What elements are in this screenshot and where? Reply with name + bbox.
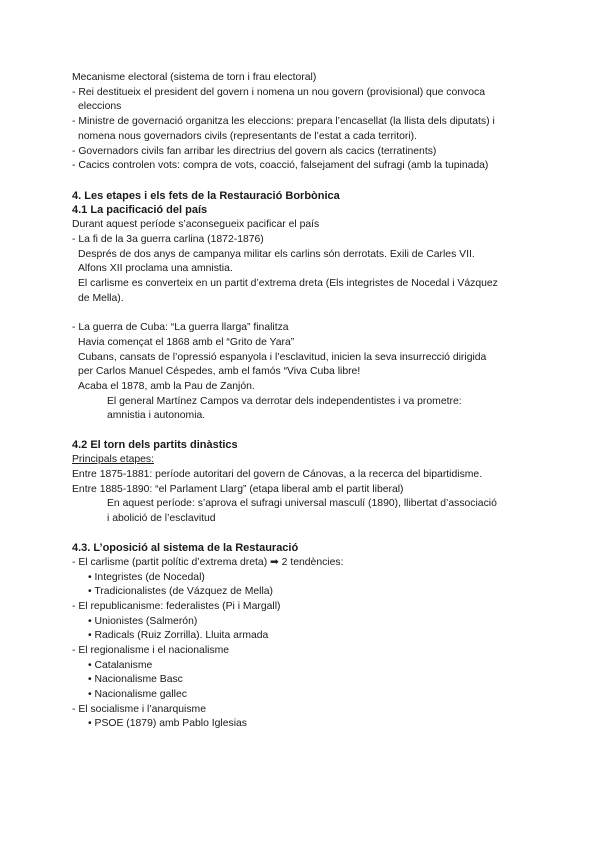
section-4-2-heading: 4.2 El torn dels partits dinàstics — [72, 439, 238, 451]
cuba-line: Acaba el 1878, amb la Pau de Zanjón. — [78, 381, 255, 392]
mecanisme-item: - Ministre de governació organitza les eleccions: prepara l’encasellat (la llista dels diputats) i — [72, 116, 495, 127]
oposicio-line: - El regionalisme i el nacionalisme — [72, 645, 230, 656]
oposicio-line: - El carlisme (partit polític d’extrema dreta) ➡ 2 tendències: — [72, 557, 344, 568]
mecanisme-title: Mecanisme electoral (sistema de torn i frau electoral) — [72, 72, 317, 83]
oposicio-bullet: • Tradicionalistes (de Vázquez de Mella) — [88, 586, 273, 597]
oposicio-bullet: • Unionistes (Salmerón) — [88, 616, 198, 627]
oposicio-bullet: • PSOE (1879) amb Pablo Iglesias — [88, 718, 248, 729]
oposicio-bullet: • Integristes (de Nocedal) — [88, 572, 205, 583]
mecanisme-item: - Rei destitueix el president del govern i nomena un nou govern (provisional) que convoca — [72, 87, 485, 98]
torn-line: En aquest període: s’aprova el sufragi universal masculí (1890), llibertat d’associació — [107, 498, 497, 509]
section-4-3-heading: 4.3. L’oposició al sistema de la Restauració — [72, 542, 299, 554]
carlina-line: Després de dos anys de campanya militar els carlins són derrotats. Exili de Carles VII. — [78, 249, 475, 260]
oposicio-line: - El republicanisme: federalistes (Pi i Margall) — [72, 601, 281, 612]
oposicio-bullet: • Catalanisme — [88, 660, 153, 671]
cuba-line: amnistia i autonomia. — [107, 410, 206, 421]
mecanisme-item: eleccions — [78, 101, 122, 112]
cuba-line: - La guerra de Cuba: “La guerra llarga” finalitza — [72, 322, 289, 333]
mecanisme-item: - Governadors civils fan arribar les directrius del govern als cacics (terratinents) — [72, 146, 437, 157]
section-4-heading: 4. Les etapes i els fets de la Restauració Borbònica — [72, 190, 340, 202]
oposicio-line: - El socialisme i l’anarquisme — [72, 704, 206, 715]
section-4-1-intro: Durant aquest període s’aconsegueix pacificar el país — [72, 219, 320, 230]
cuba-line: El general Martínez Campos va derrotar dels independentistes i va prometre: — [107, 396, 462, 407]
oposicio-bullet: • Nacionalisme Basc — [88, 674, 183, 685]
torn-line: i abolició de l’esclavitud — [107, 513, 216, 524]
carlina-line: El carlisme es converteix en un partit d’extrema dreta (Els integristes de Nocedal i Vázquez — [78, 278, 498, 289]
cuba-line: per Carlos Manuel Céspedes, amb el famós “Viva Cuba libre! — [78, 366, 361, 377]
section-4-1-heading: 4.1 La pacificació del país — [72, 204, 208, 216]
mecanisme-item: - Cacics controlen vots: compra de vots, coacció, falsejament del sufragi (amb la tupinada) — [72, 160, 489, 171]
torn-line: Entre 1885-1890: “el Parlament Llarg” (etapa liberal amb el partit liberal) — [72, 484, 404, 495]
section-4-2-subtitle: Principals etapes: — [72, 454, 155, 465]
oposicio-bullet: • Nacionalisme gallec — [88, 689, 187, 700]
cuba-line: Havia començat el 1868 amb el “Grito de Yara” — [78, 337, 295, 348]
mecanisme-item: nomena nous governadors civils (representants de l’estat a cada territori). — [78, 131, 418, 142]
cuba-line: Cubans, cansats de l’opressió espanyola i l’esclavitud, inicien la seva insurrecció dirigida — [78, 352, 487, 363]
carlina-line: de Mella). — [78, 293, 124, 304]
carlina-line: - La fi de la 3a guerra carlina (1872-1876) — [72, 234, 264, 245]
torn-line: Entre 1875-1881: període autoritari del govern de Cánovas, a la recerca del bipartidisme. — [72, 469, 483, 480]
oposicio-bullet: • Radicals (Ruiz Zorrilla). Lluita armada — [88, 630, 269, 641]
carlina-line: Alfons XII proclama una amnistia. — [78, 263, 233, 274]
